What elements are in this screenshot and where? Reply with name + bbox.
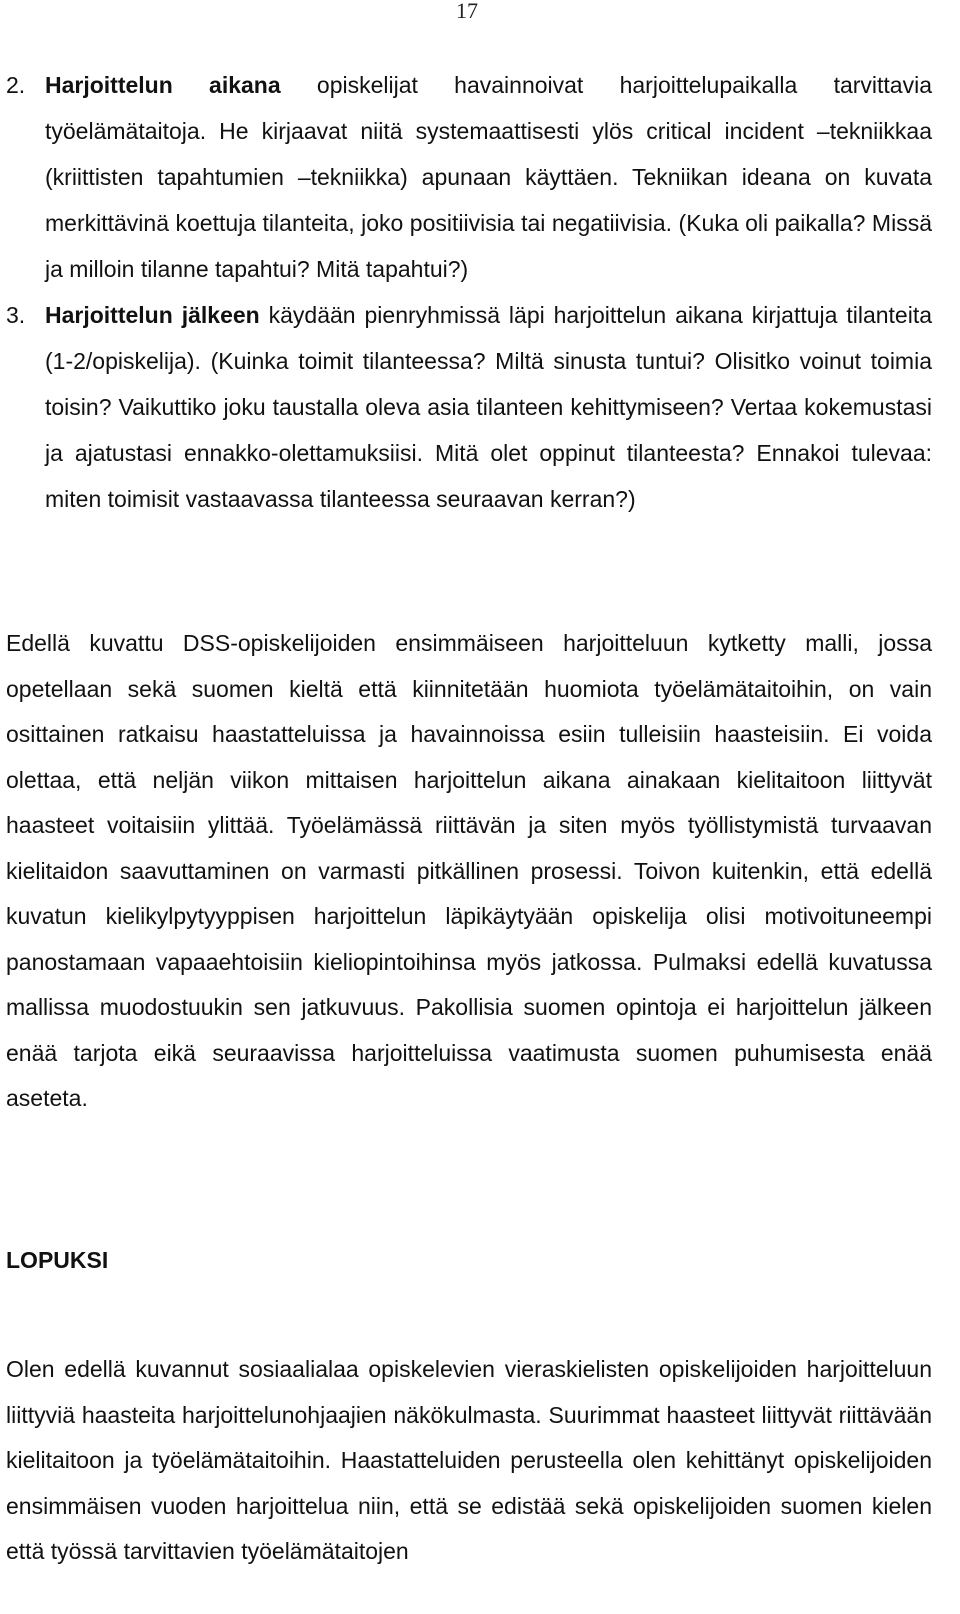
numbered-list: [0, 62, 960, 522]
list-item-text: käydään pienryhmissä läpi harjoittelun aikana kirjattuja tilanteita (1-2/opiskelija). (Kuinka toimit tilanteessa? Miltä sinusta tuntui? Olisitko voinut toimia toisin? Vaikuttiko joku taustalla oleva asia tilanteen kehittymiseen? Vertaa kokemustasi ja ajatustasi ennakko-olettamuksiisi. Mitä olet oppinut tilanteesta? Ennakoi tulevaa: miten toimisit vastaavassa tilanteessa seuraavan kerran?): [45, 302, 932, 512]
list-item-bold-lead: Harjoittelun aikana: [45, 72, 281, 98]
list-item-text: opiskelijat havainnoivat harjoittelupaikalla tarvittavia työelämätaitoja. He kirjaavat niitä systemaattisesti ylös critical incident –tekniikkaa (kriittisten tapahtumien –tekniikka) apunaan käyttäen. Tekniikan ideana on kuvata merkittävinä koettuja tilanteita, joko positiivisia tai negatiivisia. (Kuka oli paikalla? Missä ja milloin tilanne tapahtui? Mitä tapahtui?): [45, 72, 932, 282]
list-item: [0, 62, 932, 292]
body-paragraph: Edellä kuvattu DSS-opiskelijoiden ensimmäiseen harjoitteluun kytketty malli, jossa opetellaan sekä suomen kieltä että kiinnitetään huomiota työelämätaitoihin, on vain osittainen ratkaisu haastatteluissa ja havainnoissa esiin tulleisiin haasteisiin. Ei voida olettaa, että neljän viikon mittaisen harjoittelun aikana ainakaan kielitaitoon liittyvät haasteet voitaisiin ylittää. Työelämässä riittävän ja siten myös työllistymistä turvaavan kielitaidon saavuttaminen on varmasti pitkällinen prosessi. Toivon kuitenkin, että edellä kuvatun kielikylpytyyppisen harjoittelun läpikäytyään opiskelija olisi motivoituneempi panostamaan vapaaehtoisiin kieliopintoihinsa myös jatkossa. Pulmaksi edellä kuvatussa mallissa muodostuukin sen jatkuvuus. Pakollisia suomen opintoja ei harjoittelun jälkeen enää tarjota eikä seuraavissa harjoitteluissa vaatimusta suomen puhumisesta enää aseteta.: [6, 630, 932, 1111]
list-item-bold-lead: Harjoittelun jälkeen: [45, 302, 260, 328]
body-paragraph: Olen edellä kuvannut sosiaalialaa opiskelevien vieraskielisten opiskelijoiden harjoitteluun liittyviä haasteita harjoittelunohjaajien näkökulmasta. Suurimmat haasteet liittyvät riittävään kielitaitoon ja työelämätaitoihin. Haastatteluiden perusteella olen kehittänyt opiskelijoiden ensimmäisen vuoden harjoittelua niin, että se edistää sekä opiskelijoiden suomen kielen että työssä tarvittavien työelämätaitojen: [6, 1356, 932, 1564]
section-heading: LOPUKSI: [6, 1247, 109, 1273]
page-number: 17: [456, 0, 478, 23]
list-item-number: 3.: [6, 302, 26, 328]
list-item-number: 2.: [6, 72, 26, 98]
list-item: [0, 292, 932, 522]
